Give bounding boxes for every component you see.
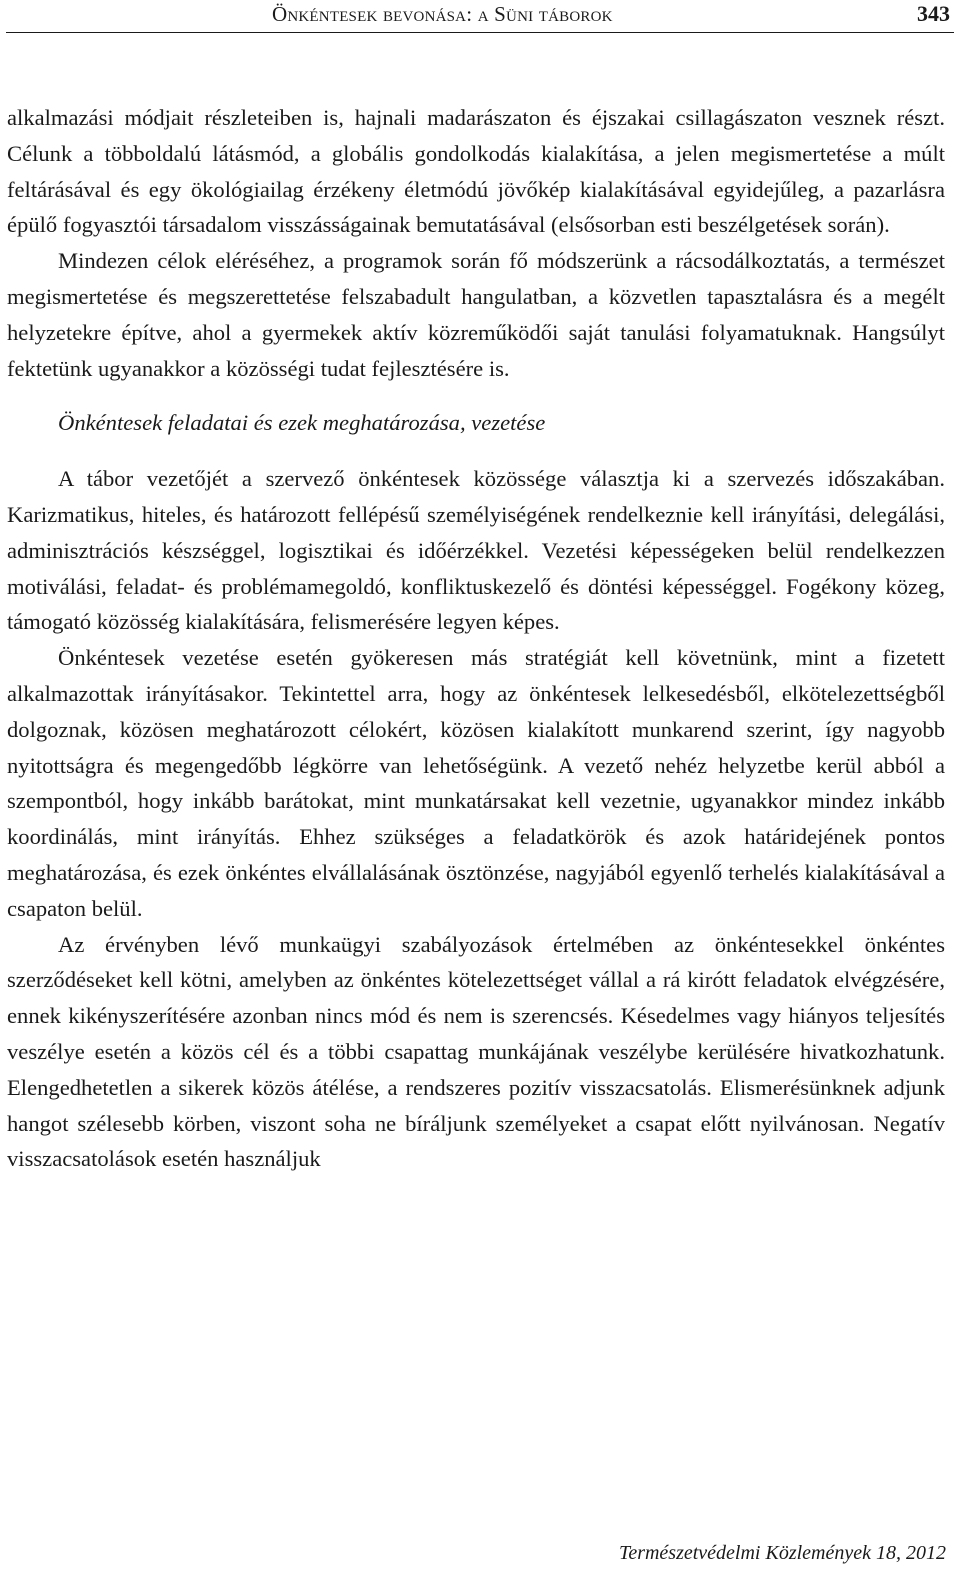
- paragraph: A tábor vezetőjét a szervező önkéntesek közössége választja ki a szervezés időszakában. Karizmatikus, hiteles, és határozott fellépésű személyiségének rendelkeznie kell irányítási, delegálási, adminisztrációs készséggel, logisztikai és időérzékkel. Vezetési képességeken belül rendelkezzen motiválási, feladat- és problémamegoldó, konfliktuskezelő és döntési képességgel. Fogékony közeg, támogató közösség kialakítására, felismerésére legyen képes.: [7, 466, 945, 635]
- page-number: 343: [917, 1, 950, 26]
- paragraph: Az érvényben lévő munkaügyi szabályozások értelmében az önkéntesekkel önkéntes szerződéseket kell kötni, amelyben az önkéntes kötelezettséget vállal a rá kirótt feladatok elvégzésére, ennek kikényszerítésére azonban nincs mód és nem is szerencsés. Késedelmes vagy hiányos teljesítés veszélye esetén a közös cél és a többi csapattag munkájának veszélybe kerülésére hivatkozhatunk. Elengedhetetlen a sikerek közös átélése, a rendszeres pozitív visszacsatolás. Elismerésünknek adjunk hangot szélesebb körben, viszont soha ne bíráljunk személyeket a csapat előtt nyilvánosan. Negatív visszacsatolások esetén használjuk: [7, 931, 945, 1172]
- body-text: [7, 100, 945, 1177]
- paragraph: Mindezen célok eléréséhez, a programok során fő módszerünk a rácsodálkoztatás, a természet megismertetése és megszerettetése felszabadult hangulatban, a közvetlen tapasztalásra és a megélt helyzetekre építve, ahol a gyermekek aktív közreműködői saját tanulási folyamatuknak. Hangsúlyt fektetünk ugyanakkor a közösségi tudat fejlesztésére is.: [7, 248, 945, 381]
- journal-footer: Természetvédelmi Közlemények 18, 2012: [619, 1542, 946, 1564]
- running-header: [6, 0, 954, 33]
- running-title: Önkéntesek bevonása: a Süni táborok: [272, 2, 613, 26]
- paragraph-continued: alkalmazási módjait részleteiben is, hajnali madarászaton és éjszakai csillagászaton vesznek részt. Célunk a többoldalú látásmód, a globális gondolkodás kialakítása, a jelen megismertetése a múlt feltárásával és egy ökológiailag érzékeny életmódú jövőkép kialakításával egyidejűleg, a pazarlásra épülő fogyasztói társadalom visszásságainak bemutatásával (elsősorban esti beszélgetések során).: [7, 105, 945, 238]
- paragraph: Önkéntesek vezetése esetén gyökeresen más stratégiát kell követnünk, mint a fizetett alkalmazottak irányításakor. Tekintettel arra, hogy az önkéntesek lelkesedésből, elkötelezettségből dolgoznak, közösen meghatározott célokért, közösen kialakított munkarend szerint, így nagyobb nyitottságra és megengedőbb légkörre van lehetőségünk. A vezető nehéz helyzetbe kerül abból a szempontból, hogy inkább barátokat, mint munkatársakat kell vezetnie, ugyanakkor mindez inkább koordinálás, mint irányítás. Ehhez szükséges a feladatkörök és azok határidejének pontos meghatározása, és ezek önkéntes elvállalásának ösztönzése, nagyjából egyenlő terhelés kialakításával a csapaton belül.: [7, 645, 945, 921]
- section-heading: Önkéntesek feladatai és ezek meghatározása, vezetése: [58, 410, 546, 436]
